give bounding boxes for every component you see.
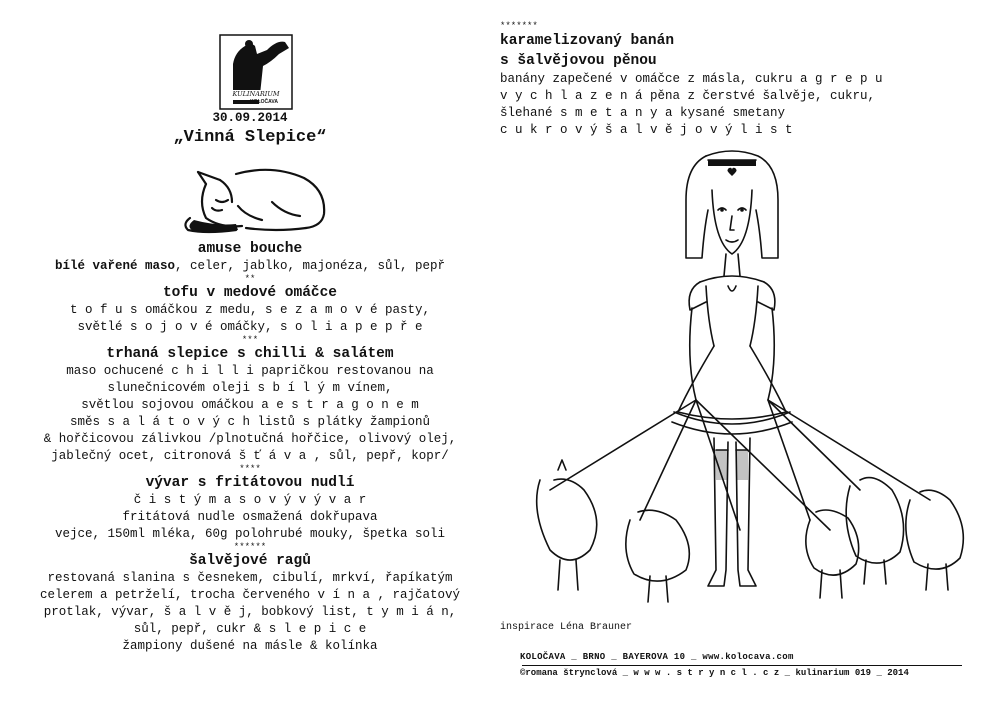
- dessert-line: v y c h l a z e n á pěna z čerstvé šalvěje, cukru,: [500, 89, 876, 103]
- course-heading: amuse bouche: [197, 241, 303, 257]
- course-line: fritátová nudle osmažená dokřupava: [122, 510, 378, 524]
- course-separator: ****: [239, 464, 261, 474]
- footer-copyright: ©romana štrynclová _ w w w . s t r y n c l . c z _ kulinarium 019 _ 2014: [520, 668, 909, 678]
- course-line: celerem a petrželí, trocha červeného v í n a , rajčatový: [39, 588, 461, 602]
- course-line-rest: , celer, jablko, majonéza, sůl, pepř: [174, 259, 446, 273]
- course-heading: tofu v medové omáčce: [162, 285, 338, 301]
- course-line: č i s t ý m a s o v ý v ý v a r: [133, 493, 367, 507]
- svg-text:KOLOČAVA: KOLOČAVA: [250, 99, 278, 105]
- dessert-line: banány zapečené v omáčce z másla, cukru a g r e p u: [500, 72, 883, 86]
- dessert-line: šlehané s m e t a n y a kysané smetany: [500, 106, 786, 120]
- course-line: t o f u s omáčkou z medu, s e z a m o v é pasty,: [69, 303, 431, 317]
- menu-date: 30.09.2014: [212, 111, 288, 125]
- dessert-section: [500, 22, 1000, 139]
- course-heading: vývar s fritátovou nudlí: [145, 475, 355, 491]
- course-line: sůl, pepř, cukr & s l e p i c e: [133, 622, 367, 636]
- kulinarium-logo: [219, 34, 293, 110]
- course-line: [0, 258, 500, 275]
- dessert-line: c u k r o v ý š a l v ě j o v ý l i s t: [500, 123, 793, 137]
- sleeping-cat-illustration: [176, 162, 346, 236]
- girl-with-chickens-illustration: [510, 150, 980, 620]
- dessert-heading-line2: s šalvějovou pěnou: [500, 53, 657, 69]
- svg-text:KULINARIUM: KULINARIUM: [232, 90, 280, 98]
- course-line: směs s a l á t o v ý c h listů s plátky žampionů: [69, 415, 431, 429]
- course-line: restovaná slanina s česnekem, cibulí, mrkví, řapíkatým: [47, 571, 453, 585]
- course-line: žampiony dušené na másle & kolínka: [122, 639, 378, 653]
- course-line: slunečnicovém oleji s b í l ý m vínem,: [107, 381, 393, 395]
- footer-divider: [522, 665, 962, 666]
- course-heading: trhaná slepice s chilli & salátem: [106, 346, 394, 362]
- courses-list: [0, 240, 500, 655]
- course-separator: ***: [241, 335, 259, 345]
- course-line: vejce, 150ml mléka, 60g polohrubé mouky, špetka soli: [54, 527, 446, 541]
- course-separator: ******: [233, 542, 267, 552]
- course-line: & hořčicovou zálivkou /plnotučná hořčice, olivový olej,: [43, 432, 457, 446]
- dessert-separator: *******: [500, 21, 538, 31]
- course-line: protlak, vývar, š a l v ě j, bobkový list, t y m i á n,: [43, 605, 457, 619]
- inspiration-credit: inspirace Léna Brauner: [500, 622, 633, 633]
- course-line: světlé s o j o v é omáčky, s o l i a p e p ř e: [77, 320, 423, 334]
- course-heading: šalvějové ragů: [189, 553, 311, 569]
- course-separator: **: [244, 274, 256, 284]
- course-line: světlou sojovou omáčkou a e s t r a g o n e m: [81, 398, 419, 412]
- course-line-bold: bílé vařené maso: [54, 259, 175, 273]
- course-line: jablečný ocet, citronová š ť á v a , sůl, pepř, kopr/: [51, 449, 449, 463]
- menu-title: „Vinná Slepice“: [173, 128, 327, 147]
- course-line: maso ochucené c h i l l i papričkou restovanou na: [66, 364, 434, 378]
- dessert-heading-line1: karamelizovaný banán: [500, 33, 675, 49]
- footer-address: KOLOČAVA _ BRNO _ BAYEROVA 10 _ www.kolocava.com: [520, 652, 794, 662]
